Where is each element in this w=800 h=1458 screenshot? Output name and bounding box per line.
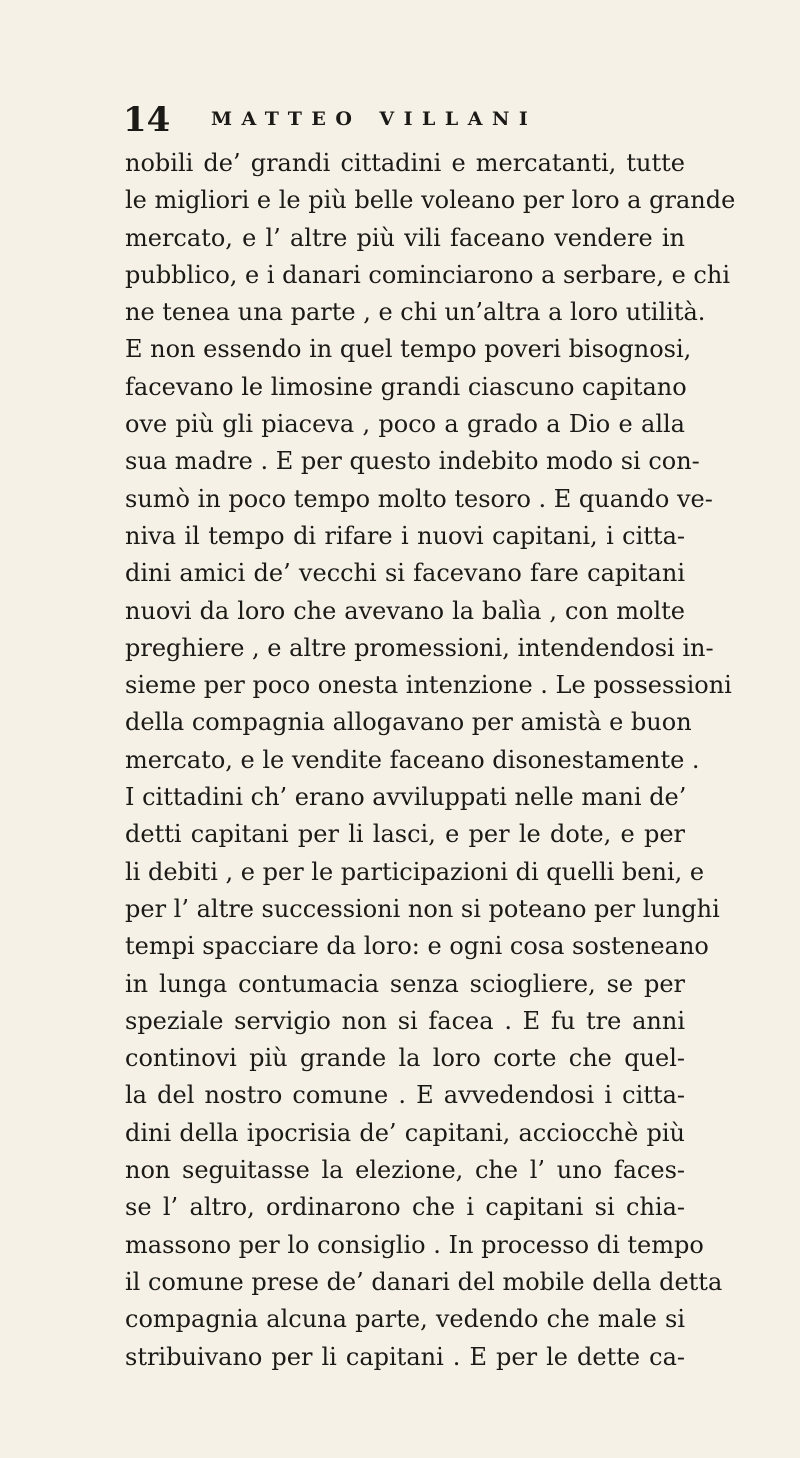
text-line: pubblico, e i danari cominciarono a serbare, e chi [125, 260, 731, 289]
text-line: speziale servigio non si facea . E fu tre anni [125, 1006, 685, 1035]
text-line: li debiti , e per le participazioni di quelli beni, e [125, 857, 705, 886]
text-line: mercato, e le vendite faceano disonestamente . [125, 745, 700, 774]
text-line: stribuivano per li capitani . E per le dette ca- [125, 1342, 685, 1371]
text-line: preghiere , e altre promessioni, intendendosi in- [125, 633, 714, 662]
running-head-author-last: VILLANI [379, 108, 538, 130]
text-line: dini della ipocrisia de’ capitani, acciocchè più [125, 1118, 685, 1147]
text-line: per l’ altre successioni non si poteano per lunghi [125, 894, 720, 923]
text-line: sumò in poco tempo molto tesoro . E quando ve- [125, 484, 713, 513]
text-line: massono per lo consiglio . In processo di tempo [125, 1230, 704, 1259]
running-head [211, 104, 537, 134]
text-line: le migliori e le più belle voleano per loro a grande [125, 186, 736, 215]
text-line: della compagnia allogavano per amistà e buon [125, 708, 692, 737]
text-line: nuovi da loro che avevano la balìa , con molte [125, 596, 685, 625]
text-line: niva il tempo di rifare i nuovi capitani, i citta- [125, 521, 685, 550]
text-line: il comune prese de’ danari del mobile della detta [125, 1267, 723, 1296]
text-line: non seguitasse la elezione, che l’ uno faces- [125, 1156, 685, 1185]
text-line: continovi più grande la loro corte che quel- [125, 1044, 685, 1073]
text-line: la del nostro comune . E avvedendosi i citta- [125, 1081, 685, 1110]
text-line: ne tenea una parte , e chi un’altra a loro utilità. [125, 298, 706, 327]
text-line: se l’ altro, ordinarono che i capitani si chia- [125, 1193, 685, 1222]
text-line: sieme per poco onesta intenzione . Le possessioni [125, 671, 732, 700]
text-line: dini amici de’ vecchi si facevano fare capitani [125, 559, 685, 588]
text-line: tempi spacciare da loro: e ogni cosa sosteneano [125, 932, 709, 961]
text-line: detti capitani per li lasci, e per le dote, e per [125, 820, 685, 849]
text-line: I cittadini ch’ erano avviluppati nelle mani de’ [125, 783, 687, 812]
page-number: 14 [123, 100, 171, 140]
page-header [123, 100, 683, 140]
running-head-author-first: MATTEO [211, 108, 362, 130]
text-line: in lunga contumacia senza sciogliere, se per [125, 969, 685, 998]
text-line: facevano le limosine grandi ciascuno capitano [125, 372, 687, 401]
text-line: ove più gli piaceva , poco a grado a Dio e alla [125, 410, 685, 439]
text-line: nobili de’ grandi cittadini e mercatanti, tutte [125, 149, 685, 177]
text-line: mercato, e l’ altre più vili faceano vendere in [125, 223, 685, 252]
text-line: compagnia alcuna parte, vedendo che male si [125, 1305, 685, 1334]
body-text [125, 145, 736, 1376]
text-line: E non essendo in quel tempo poveri bisognosi, [125, 335, 692, 364]
text-line: sua madre . E per questo indebito modo si con- [125, 447, 700, 476]
